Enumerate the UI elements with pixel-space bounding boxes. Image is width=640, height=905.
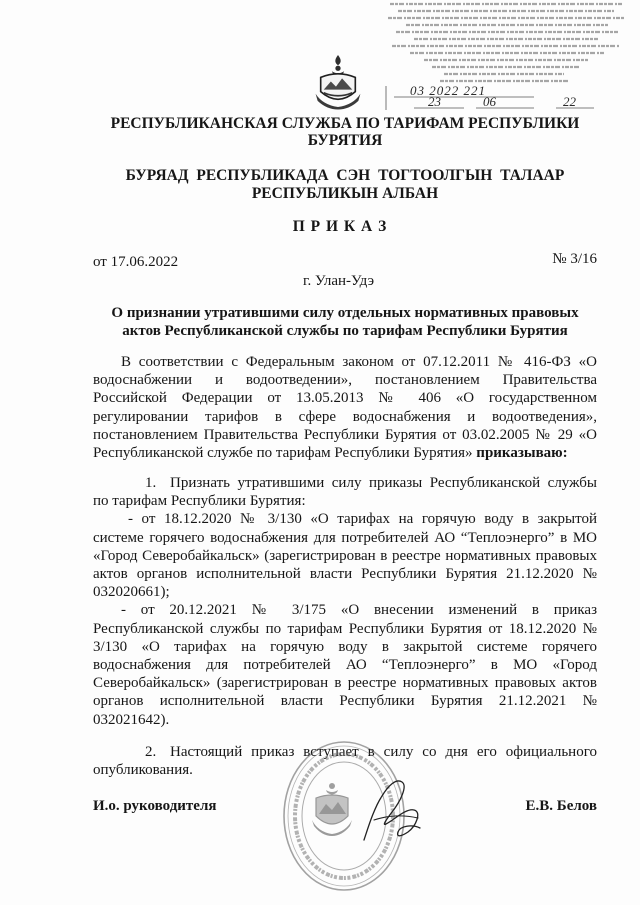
preamble-line: регулировании тарифов в сфере водоснабжения и водоотведения», [93,408,597,425]
preamble-line: водоснабжении и водоотведении», постановлением Правительства [93,372,597,389]
registration-day: 23 [428,94,441,109]
subitem-line: системе горячего водоснабжения для потребителей АО “Теплоэнерго” в МО [93,529,597,546]
order-number: № 3/16 [552,251,597,267]
subitem-line: Республиканской службы по тарифам Республики Бурятия от 18.12.2020 № [93,620,597,637]
item-line: Признать утратившими силу приказы Республиканской службы [170,475,597,491]
agency-name-bua-line1: БУРЯАД РЕСПУБЛИКАДА СЭН ТОГТООЛГЫН ТАЛААР [125,167,565,184]
preamble-line: В соответствии с Федеральным законом от 07.12.2011 № 416-ФЗ «О [121,354,597,370]
handwritten-signature [356,768,426,848]
order-date: от 17.06.2022 [93,254,179,270]
item-line: опубликования. [93,762,193,778]
item-line: Настоящий приказ вступает в силу со дня его официального [170,744,597,760]
subitem-line: 3/130 «О тарифах на горячую воду в закрытой системе горячего [93,638,597,655]
agency-name-bua-line2: РЕСПУБЛИКЫН АЛБАН [251,185,439,202]
subitem-line: «Город Северобайкальск» (зарегистрирован в реестре нормативных правовых [93,547,597,564]
item-number: 1. [145,475,157,491]
order-title-line2: актов Республиканской службы по тарифам Республики Бурятия [122,323,568,339]
subitem-line: Северобайкальск» (зарегистрирован в реестре нормативных правовых актов [93,675,597,692]
subitem-line: водоснабжения для потребителей АО “Теплоэнерго” в МО «Город [93,657,597,673]
order-title-line1: О признании утратившими силу отдельных нормативных правовых [111,305,579,321]
subitem-line: - от 18.12.2020 № 3/130 «О тарифах на горячую воду в закрытой [128,511,597,528]
subitem-line: 032020661); [93,584,170,601]
subitem-line: 032021642). [93,711,170,728]
order-city: г. Улан-Удэ [303,273,375,289]
subitem-line: актов органов исполнительной власти Республики Бурятия 21.12.2020 № [93,566,597,582]
signatory-name: Е.В. Белов [525,798,597,814]
preamble-last-line [93,444,568,462]
signatory-position: И.о. руководителя [93,798,217,814]
preamble-keyword: приказываю: [476,445,568,461]
coat-of-arms-icon [312,54,364,110]
subitem-line: - от 20.12.2021 № 3/175 «О внесении изменений в приказ [121,602,597,619]
registration-year: 22 [563,94,576,109]
preamble-line: Республиканской службе по тарифам Республики Бурятия» [93,445,473,461]
registration-month: 06 [483,94,496,109]
item-number: 2. [145,744,157,760]
preamble-line: Российской Федерации от 13.05.2013 № 406 «О государственном [93,390,597,407]
document-type: П Р И К А З [292,218,388,235]
item-line: по тарифам Республики Бурятия: [93,493,306,510]
agency-name-ru-line2: БУРЯТИЯ [307,132,383,149]
preamble-line: постановлением Правительства Республики Бурятия от 03.02.2005 № 29 «О [93,426,597,443]
subitem-line: органов исполнительной власти Республики Бурятия 21.12.2021 № [93,693,597,710]
agency-name-ru-line1: РЕСПУБЛИКАНСКАЯ СЛУЖБА ПО ТАРИФАМ РЕСПУБЛИКИ [110,115,580,132]
registration-number: 03 2022 221 [410,83,486,98]
